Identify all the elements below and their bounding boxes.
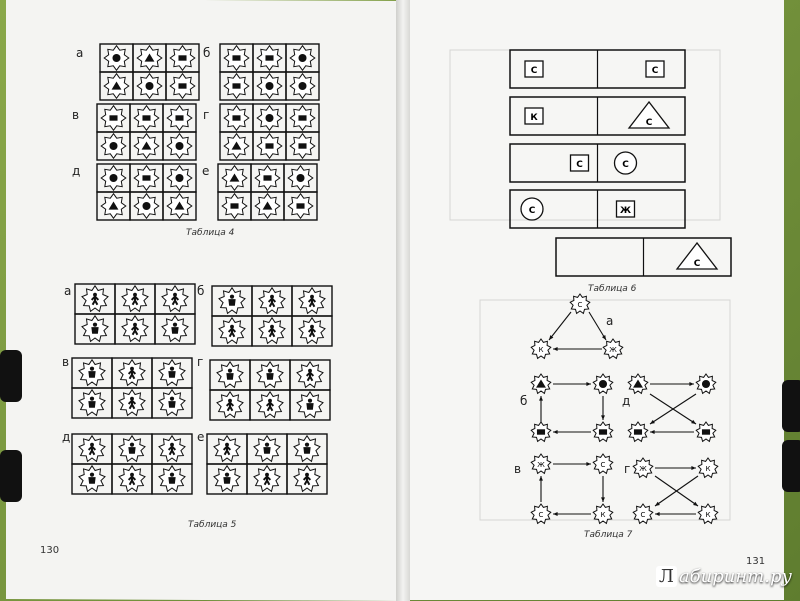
figure-body xyxy=(263,447,270,454)
circle-shape xyxy=(265,82,273,90)
figure-body xyxy=(306,403,313,410)
rectangle-shape xyxy=(537,429,545,434)
card-letter-left: К xyxy=(530,113,538,123)
figure-head xyxy=(90,397,94,401)
arrow-head xyxy=(586,382,591,386)
card-letter-left: С xyxy=(530,66,538,76)
node-letter: Ж xyxy=(639,465,647,473)
rectangle-shape xyxy=(263,175,271,180)
figure-body xyxy=(223,477,230,484)
figure-head xyxy=(170,397,174,401)
rectangle-shape xyxy=(634,429,642,434)
circle-shape xyxy=(175,174,183,182)
card-letter-left: С xyxy=(576,160,583,170)
rectangle-shape xyxy=(230,203,238,208)
circle-shape xyxy=(142,202,150,210)
table4-label-v: в xyxy=(72,108,80,122)
page-number-right: 131 xyxy=(746,556,766,567)
figure-head xyxy=(90,367,94,371)
rectangle-shape xyxy=(265,55,273,60)
figure-head xyxy=(230,295,234,299)
figure-body xyxy=(88,371,95,378)
circle-shape xyxy=(298,82,306,90)
card-letter-right: С xyxy=(651,66,659,76)
figure-head xyxy=(130,443,134,447)
arrow-head xyxy=(601,497,605,502)
circle-shape xyxy=(265,114,273,122)
table7-label-g: г xyxy=(624,462,631,476)
circle-shape xyxy=(175,142,183,150)
card-letter-left: С xyxy=(528,206,536,216)
table5-label-v: в xyxy=(62,355,70,369)
rectangle-shape xyxy=(142,175,150,180)
node-letter: С xyxy=(538,511,544,519)
arrow-head xyxy=(655,502,660,506)
arrow-head xyxy=(601,415,605,420)
figure-body xyxy=(303,447,310,454)
figure-head xyxy=(90,473,94,477)
table5-label-g: г xyxy=(197,355,204,369)
card-letter-right: С xyxy=(693,259,701,269)
arrow-head xyxy=(650,430,655,434)
rectangle-shape xyxy=(232,83,240,88)
arrow-head xyxy=(553,347,558,351)
figure-head xyxy=(308,399,312,403)
rectangle-shape xyxy=(232,55,240,60)
rectangle-shape xyxy=(296,203,304,208)
figure-head xyxy=(228,369,232,373)
rectangle-shape xyxy=(175,115,183,120)
table4-label-e: е xyxy=(202,164,210,178)
figure-body xyxy=(228,299,235,306)
rectangle-shape xyxy=(142,115,150,120)
arrow-head xyxy=(586,462,591,466)
table7-label-a: а xyxy=(606,314,614,328)
figure-body xyxy=(91,327,98,334)
table5-label-a: а xyxy=(64,284,72,298)
node-letter: К xyxy=(705,511,711,519)
page-number-left: 130 xyxy=(40,545,60,556)
node-letter: С xyxy=(577,301,583,309)
figure-body xyxy=(226,373,233,380)
circle-shape xyxy=(112,54,120,62)
rectangle-shape xyxy=(265,143,273,148)
node-letter: С xyxy=(640,511,646,519)
table4-label-b: б xyxy=(203,46,211,60)
node-letter: К xyxy=(705,465,711,473)
rectangle-shape xyxy=(232,115,240,120)
figure-body xyxy=(128,447,135,454)
node-letter: К xyxy=(538,346,544,354)
labirint-watermark: Л абиринт.ру xyxy=(656,566,792,587)
circle-shape xyxy=(702,380,710,388)
table4-label-a: а xyxy=(76,46,84,60)
rectangle-shape xyxy=(702,429,710,434)
card-letter-right: Ж xyxy=(619,206,632,216)
figure-head xyxy=(173,323,177,327)
circle-shape xyxy=(298,54,306,62)
figure-head xyxy=(93,323,97,327)
table5-caption: Таблица 5 xyxy=(188,520,237,530)
circle-shape xyxy=(145,82,153,90)
node-letter: С xyxy=(600,461,606,469)
table7-label-d: д xyxy=(622,394,631,408)
arrow-head xyxy=(553,430,558,434)
figure-head xyxy=(268,369,272,373)
rectangle-shape xyxy=(298,143,306,148)
circle-shape xyxy=(296,174,304,182)
circle-shape xyxy=(109,142,117,150)
table5-label-b: б xyxy=(197,284,205,298)
arrow-head xyxy=(655,512,660,516)
card-letter-right: С xyxy=(645,118,653,128)
rectangle-shape xyxy=(178,55,186,60)
table6-caption: Таблица 6 xyxy=(588,284,637,294)
rectangle-shape xyxy=(109,115,117,120)
arrow-head xyxy=(539,396,543,401)
circle-shape xyxy=(109,174,117,182)
node-letter: Ж xyxy=(609,346,617,354)
arrow-head xyxy=(539,476,543,481)
figure-head xyxy=(265,443,269,447)
figure-body xyxy=(168,477,175,484)
circle-shape xyxy=(599,380,607,388)
figure-body xyxy=(171,327,178,334)
graph-edge xyxy=(589,312,606,340)
table4-label-d: д xyxy=(72,164,81,178)
rectangle-shape xyxy=(298,115,306,120)
table7-caption: Таблица 7 xyxy=(584,530,633,540)
arrow-head xyxy=(693,502,698,506)
table5-label-e: е xyxy=(197,430,205,444)
card-letter-right: С xyxy=(622,160,629,170)
graph-edge xyxy=(549,312,571,340)
arrow-head xyxy=(553,512,558,516)
figure-head xyxy=(305,443,309,447)
ghost-frame xyxy=(480,300,730,520)
table4-caption: Таблица 4 xyxy=(186,228,235,238)
figure-head xyxy=(170,473,174,477)
figure-body xyxy=(88,477,95,484)
table4-label-g: г xyxy=(203,108,210,122)
arrow-head xyxy=(691,466,696,470)
figure-head xyxy=(170,367,174,371)
table7-label-v: в xyxy=(514,462,522,476)
node-letter: К xyxy=(600,511,606,519)
rectangle-shape xyxy=(599,429,607,434)
rectangle-shape xyxy=(178,83,186,88)
figure-body xyxy=(266,373,273,380)
figure-head xyxy=(225,473,229,477)
figure-body xyxy=(88,401,95,408)
figure-body xyxy=(168,371,175,378)
table5-label-d: д xyxy=(62,430,71,444)
node-letter: Ж xyxy=(537,461,545,469)
figure-body xyxy=(168,401,175,408)
table7-label-b: б xyxy=(520,394,528,408)
arrow-head xyxy=(689,382,694,386)
